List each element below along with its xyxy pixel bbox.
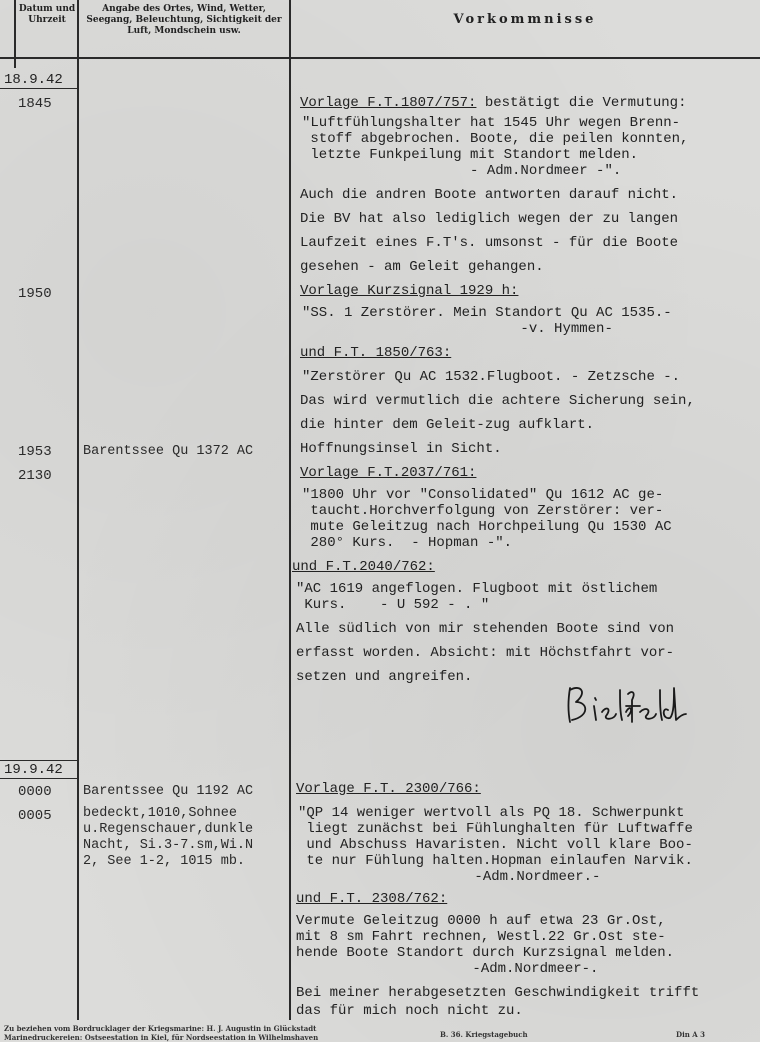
date-18-9-42: 18.9.42: [4, 72, 63, 88]
event-line: Vermute Geleitzug 0000 h auf etwa 23 Gr.Ost,: [296, 913, 666, 929]
weather: Nacht, Si.3-7.sm,Wi.N: [83, 838, 254, 853]
event-line: "1800 Uhr vor "Consolidated" Qu 1612 AC ge-: [302, 487, 664, 503]
time-0000: 0000: [18, 784, 52, 800]
date-19-9-42: 19.9.42: [4, 762, 63, 778]
weather: bedeckt,1010,Sohnee: [83, 806, 237, 821]
event-line: erfasst worden. Absicht: mit Höchstfahrt vor-: [296, 645, 675, 661]
event-heading: und F.T. 2308/762:: [296, 891, 448, 907]
event-line: Die BV hat also lediglich wegen der zu langen: [300, 211, 679, 227]
event-line: Das wird vermutlich die achtere Sicherung sein,: [300, 393, 695, 409]
footer-paper-size: Din A 3: [676, 1030, 705, 1039]
event-heading: Vorlage F.T.1807/757:: [300, 95, 477, 111]
event-line: das für mich noch nicht zu.: [296, 1003, 523, 1019]
event-line: mute Geleitzug nach Horchpeilung Qu 1530 AC: [302, 519, 672, 535]
event-line: Bei meiner herabgesetzten Geschwindigkeit trifft: [296, 985, 700, 1001]
event-line: te nur Fühlung halten.Hopman einlaufen Narvik.: [298, 853, 693, 869]
event-heading: Vorlage F.T. 2300/766:: [296, 781, 481, 797]
event-line: "Zerstörer Qu AC 1532.Flugboot. - Zetzsche -.: [302, 369, 681, 385]
header-location-weather: Angabe des Ortes, Wind, Wetter, Seegang, Beleuchtung, Sichtigkeit der Luft, Mondschein usw.: [86, 4, 282, 36]
event-line: -Adm.Nordmeer.-: [298, 869, 601, 885]
time-1950: 1950: [18, 286, 52, 302]
event-line: Laufzeit eines F.T's. umsonst - für die Boote: [300, 235, 679, 251]
event-heading: und F.T. 1850/763:: [300, 345, 452, 361]
time-1845: 1845: [18, 96, 52, 112]
event-line: stoff abgebrochen. Boote, die peilen konnten,: [302, 131, 689, 147]
event-line: hende Boote Standort durch Kurzsignal melden.: [296, 945, 675, 961]
signature: [562, 680, 692, 730]
event-line: mit 8 sm Fahrt rechnen, Westl.22 Gr.Ost ste-: [296, 929, 666, 945]
date-underline: [0, 778, 77, 779]
date-overline: [0, 760, 77, 761]
column-rule-2: [289, 0, 291, 1020]
event-line: Kurs. - U 592 - . ": [296, 597, 490, 613]
column-rule-1: [77, 0, 79, 1020]
event-line: setzen und angreifen.: [296, 669, 473, 685]
event-line: "SS. 1 Zerstörer. Mein Standort Qu AC 1535.-: [302, 305, 672, 321]
time-0005: 0005: [18, 808, 52, 824]
event-line: liegt zunächst bei Fühlunghalten für Luftwaffe: [298, 821, 693, 837]
event-line: Hoffnungsinsel in Sicht.: [300, 441, 502, 457]
event-heading: und F.T.2040/762:: [292, 559, 435, 575]
event-line: "Luftfühlungshalter hat 1545 Uhr wegen Brenn-: [302, 115, 681, 131]
event-heading-suffix: bestätigt die Vermutung:: [476, 95, 687, 111]
time-1953: 1953: [18, 444, 52, 460]
event-line: "QP 14 weniger wertvoll als PQ 18. Schwerpunkt: [298, 805, 685, 821]
event-line: und Abschuss Havaristen. Nicht voll klare Boo-: [298, 837, 693, 853]
weather: u.Regenschauer,dunkle: [83, 822, 254, 837]
time-2130: 2130: [18, 468, 52, 484]
location: Barentssee Qu 1192 AC: [83, 784, 254, 799]
location: Barentssee Qu 1372 AC: [83, 444, 254, 459]
footer-printer-1: Zu beziehen vom Bordrucklager der Kriegsmarine: H. J. Augustin in Glückstadt: [4, 1024, 317, 1033]
footer-printer-2: Marinedruckereien: Ostseestation in Kiel, für Nordseestation in Wilhelmshaven: [4, 1033, 319, 1042]
event-line: Alle südlich von mir stehenden Boote sind von: [296, 621, 675, 637]
footer-form-title: B. 36. Kriegstagebuch: [440, 1030, 528, 1039]
event-line: letzte Funkpeilung mit Standort melden.: [302, 147, 639, 163]
event-line: taucht.Horchverfolgung von Zerstörer: ver-: [302, 503, 664, 519]
header-rule: [0, 57, 760, 59]
event-line: - Adm.Nordmeer -".: [302, 163, 622, 179]
weather: 2, See 1-2, 1015 mb.: [83, 854, 246, 869]
date-underline: [0, 88, 77, 89]
event-line: -Adm.Nordmeer-.: [296, 961, 599, 977]
event-heading: Vorlage F.T.2037/761:: [300, 465, 477, 481]
event-line: 280° Kurs. - Hopman -".: [302, 535, 513, 551]
event-line: [300, 96, 686, 111]
header-events: Vorkommnisse: [453, 12, 597, 27]
event-line: Auch die andren Boote antworten darauf nicht.: [300, 187, 679, 203]
event-line: gesehen - am Geleit gehangen.: [300, 259, 544, 275]
event-line: "AC 1619 angeflogen. Flugboot mit östlichem: [296, 581, 658, 597]
header-date-time: Datum und Uhrzeit: [18, 4, 76, 25]
event-line: die hinter dem Geleit-zug aufklart.: [300, 417, 595, 433]
event-line: -v. Hymmen-: [302, 321, 613, 337]
event-heading: Vorlage Kurzsignal 1929 h:: [300, 283, 519, 299]
